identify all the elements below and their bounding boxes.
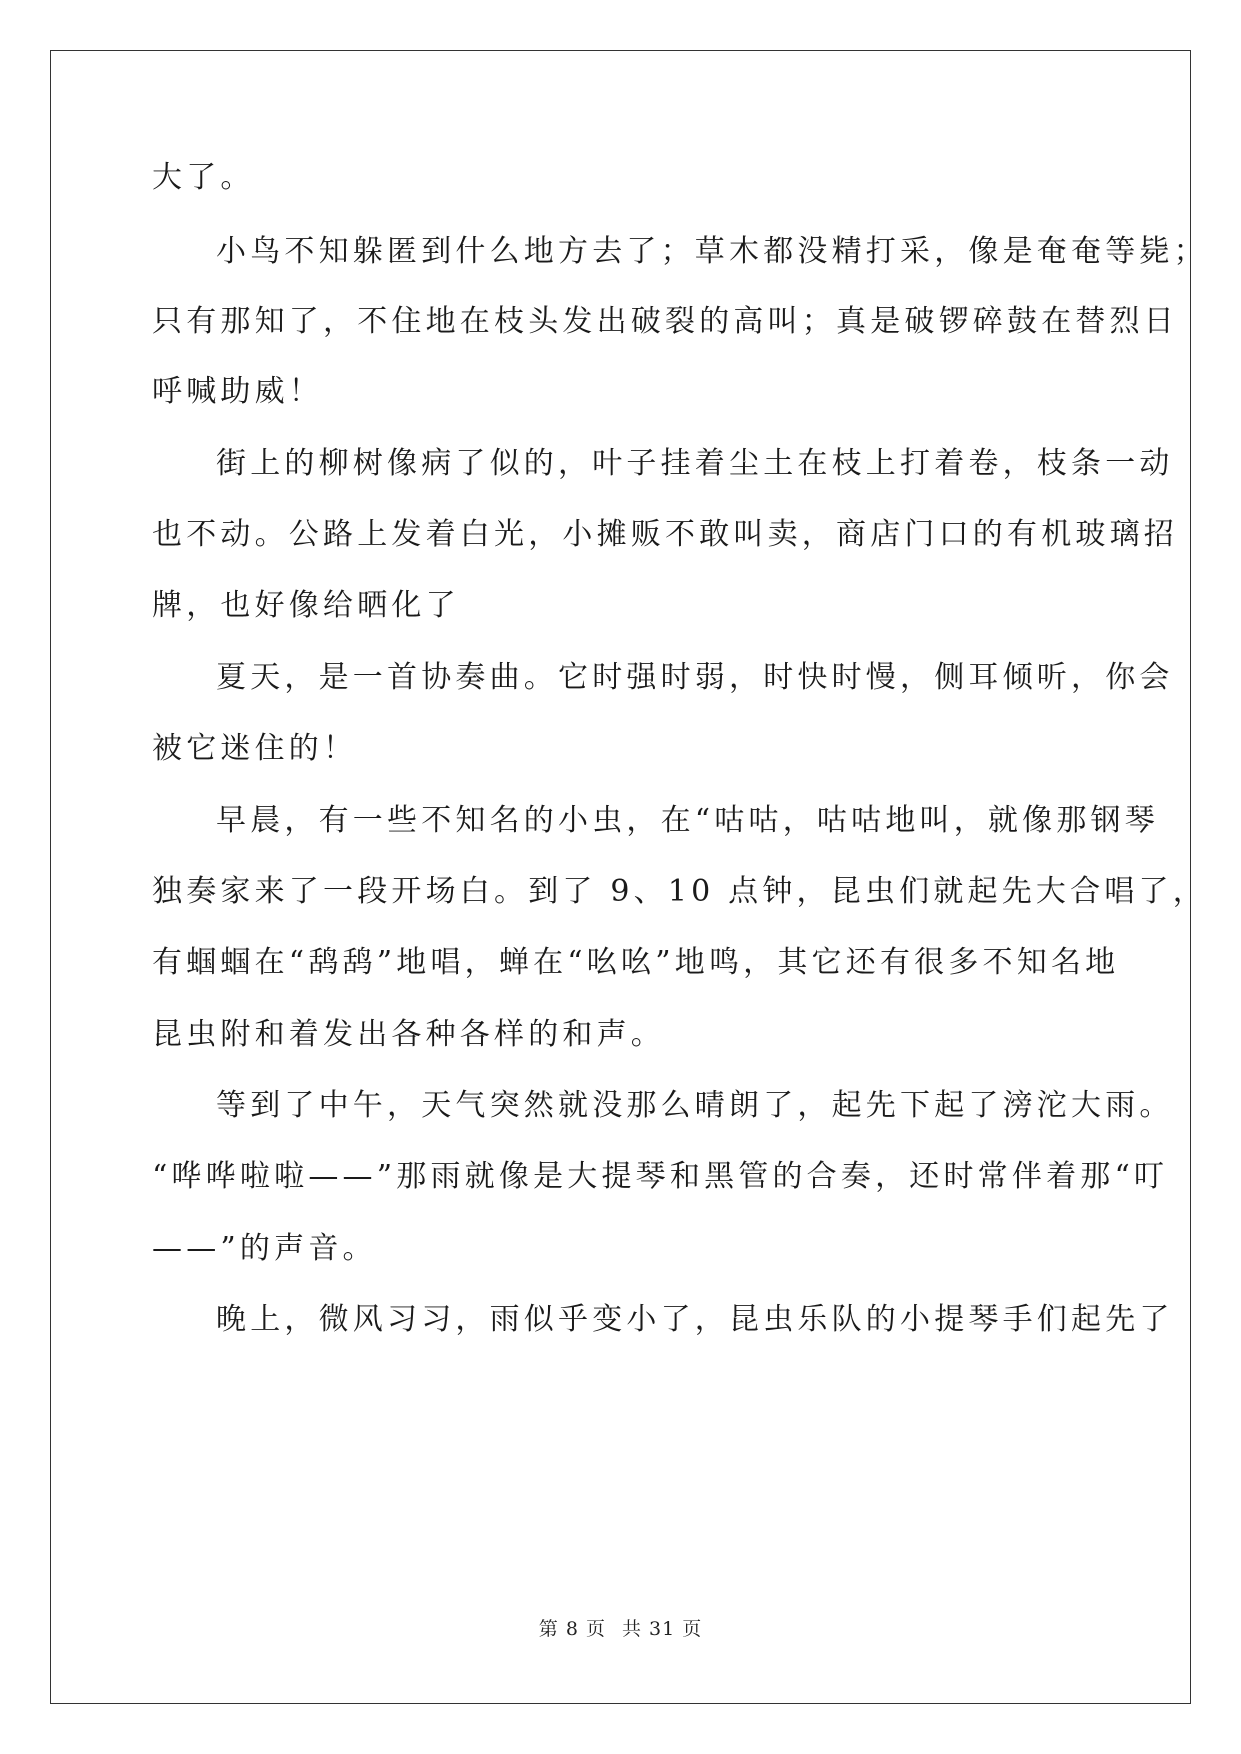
text-line: 昆虫附和着发出各种各样的和声。 (152, 1017, 665, 1052)
text-line: 独奏家来了一段开场白。到了 9、10 点钟，昆虫们就起先大合唱了， (152, 874, 1207, 909)
text-line: 街上的柳树像病了似的，叶子挂着尘土在枝上打着卷，枝条一动 (216, 446, 1174, 481)
text-line: 有蝈蝈在“鸹鸹”地唱，蝉在“吆吆”地鸣，其它还有很多不知名地 (152, 945, 1120, 980)
text-line: 呼喊助威！ (152, 374, 323, 409)
text-line: 大了。 (152, 160, 255, 195)
text-line: 早晨，有一些不知名的小虫，在“咕咕，咕咕地叫，就像那钢琴 (216, 803, 1159, 838)
page-footer (0, 1614, 1241, 1641)
text-line: 被它迷住的！ (152, 731, 358, 766)
text-line: 只有那知了，不住地在枝头发出破裂的高叫；真是破锣碎鼓在替烈日 (152, 304, 1178, 339)
text-line: ——”的声音。 (152, 1231, 377, 1266)
text-line: 晚上，微风习习，雨似乎变小了，昆虫乐队的小提琴手们起先了 (216, 1302, 1174, 1337)
text-line: 小鸟不知躲匿到什么地方去了；草木都没精打采，像是奄奄等毙； (216, 234, 1208, 269)
page-number: 第 8 页 (538, 1618, 606, 1640)
text-line: 夏天，是一首协奏曲。它时强时弱，时快时慢，侧耳倾听，你会 (216, 660, 1174, 695)
text-line: “哗哗啦啦——”那雨就像是大提琴和黑管的合奏，还时常伴着那“叮 (152, 1159, 1169, 1194)
total-pages: 共 31 页 (621, 1618, 703, 1640)
text-line: 等到了中午，天气突然就没那么晴朗了，起先下起了滂沱大雨。 (216, 1088, 1174, 1123)
text-line: 牌，也好像给晒化了 (152, 588, 460, 623)
text-line: 也不动。公路上发着白光，小摊贩不敢叫卖，商店门口的有机玻璃招 (152, 517, 1178, 552)
